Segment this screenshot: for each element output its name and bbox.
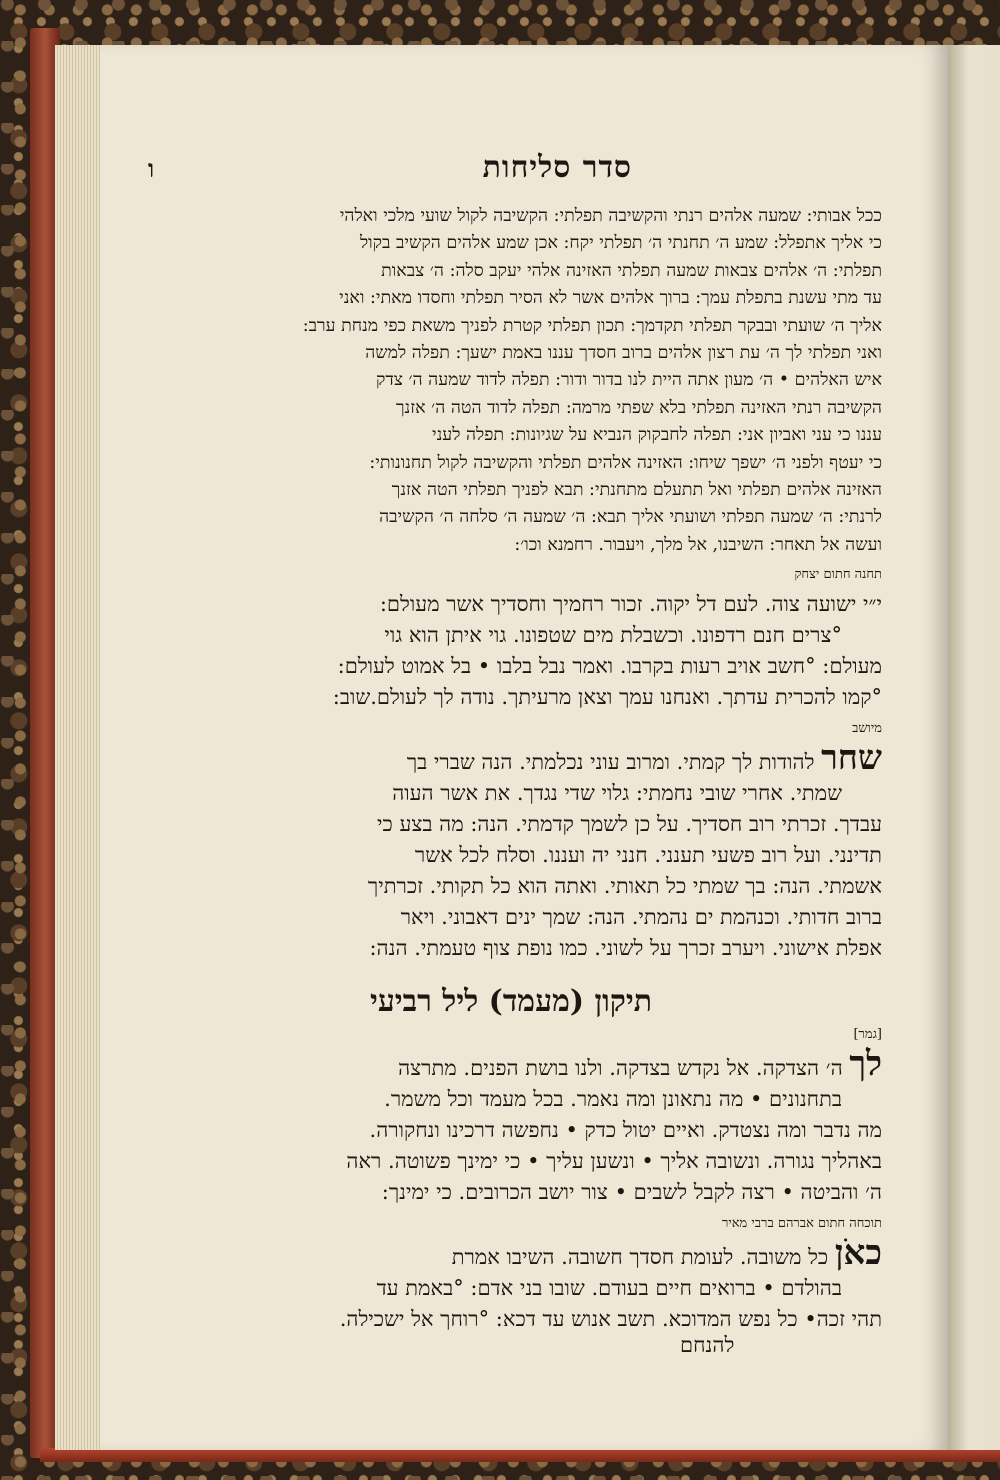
text-line: תהי זכה• כל נפש המדוכא. תשב אנוש עד דכא: °רוחך אל ישכילה. <box>339 1307 882 1332</box>
page-number: ו <box>148 154 155 183</box>
lecha-block <box>140 1044 882 1208</box>
page-stack <box>55 45 103 1450</box>
text-line: הקשיבה רנתי האזינה תפלתי בלא שפתי מרמה: תפלה לדוד הטה ה׳ אזנך <box>395 397 882 418</box>
opening-word: לך <box>849 1044 882 1085</box>
catchword: להנחם <box>680 1333 735 1358</box>
text-line: כי יעטף ולפני ה׳ ישפך שיחו: האזינה אלהים תפלתי והקשיבה לקול תחנונותי: <box>369 452 882 473</box>
text-line: מעולם: °חשב אויב רעות בקרבו. ואמר נבל בלבו • בל אמוט לעולם: <box>337 654 882 679</box>
techina-block <box>140 589 882 713</box>
text-line: תפלתי: ה׳ אלהים צבאות שמעה תפלתי האזינה אלהי יעקב סלה: ה׳ צבאות <box>381 260 882 281</box>
text-line: י״י ישועה צוה. לעם דל יקוה. זכור רחמיך וחסדיך אשר מעולם: <box>379 592 882 617</box>
text-line: ואני תפלתי לך ה׳ עת רצון אלהים ברוב חסדך עננו באמת ישעך: תפלה למשה <box>365 343 882 364</box>
text-line: ה׳ הצדקה. אל נקדש בצדקה. ולנו בושת הפנים. מתרצה <box>398 1056 843 1081</box>
section-note: תוכחה חתום אברהם ברבי מאיר <box>721 1216 882 1232</box>
text-line: איש האלהים • ה׳ מעון אתה היית לנו בדור ודור: תפלה לדוד שמעה ה׳ צדק <box>375 370 882 391</box>
text-line: באהליך נגורה. ונשובה אליך • ונשען עליך • כי ימינך פשוטה. ראה <box>346 1149 882 1174</box>
text-line: ככל אבותי: שמעה אלהים רנתי והקשיבה תפלתי: הקשיבה לקול שועי מלכי ואלהי <box>339 206 882 226</box>
facing-page-edge <box>948 45 1000 1450</box>
text-line: כל משובה. לעומת חסדך חשובה. השיבו אמרת <box>451 1245 829 1270</box>
bottom-book-edge <box>40 1448 1000 1462</box>
text-line: האזינה אלהים תפלתי ואל תתעלם מתחנתי: תבא לפניך תפלתי הטה אזנך <box>391 480 882 501</box>
text-line: °קמו להכרית עדתך. ואנחנו עמך וצאן מרעיתך. נודה לך לעולם.שוב: <box>332 685 882 710</box>
text-line: אשמתי. הנה: בך שמתי כל תאותי. ואתה הוא כל תקותי. זכרתיך <box>367 874 882 899</box>
text-line: ה׳ והביטה • רצה לקבל לשבים • צור יושב הכרובים. כי ימינך: <box>381 1180 882 1205</box>
text-line: עבדך. זכרתי רוב חסדיך. על כן לשמך קדמתי. הנה: מה בצע כי <box>377 812 882 837</box>
text-line: כי אליך אתפלל: שמע ה׳ תחנתי ה׳ תפלתי יקח: אכן שמע אלהים הקשיב בקול <box>359 233 882 254</box>
opening-word: שחר <box>821 738 882 779</box>
text-line: °צרים חנם רדפונו. וכשבלת מים שטפונו. גוי איתן הוא גוי <box>384 623 842 648</box>
text-line: מה נדבר ומה נצטדק. ואיים יטול כדק • נחפשה דרכינו ונחקורה. <box>369 1118 882 1143</box>
tochacha-block <box>140 1233 882 1335</box>
text-line: תדינני. ועל רוב פשעי תענני. חנני יה ועננו. וסלח לכל אשר <box>414 843 882 868</box>
page-text <box>140 150 882 1358</box>
section-note: [גמר] <box>853 1027 882 1043</box>
running-header <box>140 150 882 185</box>
text-line: שמתי. אחרי שובי נחמתי: גלוי שדי נגדך. את אשר העוה <box>392 781 842 806</box>
opening-word: כאֹן <box>834 1233 882 1274</box>
section-note: מיושב <box>852 721 882 737</box>
text-line: עד מתי עשנת בתפלת עמך: ברוך אלהים אשר לא הסיר תפלתי וחסדו מאתי: ואני <box>339 288 882 309</box>
text-line: ועשה אל תאחר: השיבנו, אל מלך, ויעבור. רחמנא וכו׳: <box>514 534 882 555</box>
text-line: אליך ה׳ שועתי ובבקר תפלתי תקדמך: תכון תפלתי קטרת לפניך משאת כפי מנחת ערב: <box>302 315 882 336</box>
text-line: בתחנונים • מה נתאונן ומה נאמר. בכל מעמד וכל משמר. <box>384 1087 842 1112</box>
text-line: לרנתי: ה׳ שמעה תפלתי ושועתי אליך תבא: ה׳ שמעה ה׳ סלחה ה׳ הקשיבה <box>379 507 882 528</box>
meyushav-block <box>140 738 882 964</box>
section-note: תחנה חתום יצחק <box>794 567 882 583</box>
section-heading: תיקון (מעמד) ליל רביעי <box>369 984 653 1020</box>
text-line: בהולדם • ברואים חיים בעודם. שובו בני אדם: °באמת עד <box>376 1276 842 1301</box>
text-line: עננו כי עני ואביון אני: תפלה לחבקוק הנביא על שגיונות: תפלה לעני <box>432 425 882 446</box>
text-line: אפלת אישוני. ויערב זכרך על לשוני. כמו נופת צוף טעמתי. הנה: <box>369 936 882 961</box>
text-line: ברוב חדותי. וכנהמת ים נהמתי. הנה: שמך ינים דאבוני. ויאר <box>400 905 882 930</box>
text-line: להודות לך קמתי. ומרוב עוני נכלמתי. הנה שברי בך <box>406 750 815 775</box>
verses-block <box>140 203 882 559</box>
page-title: סדר סליחות <box>482 150 632 185</box>
